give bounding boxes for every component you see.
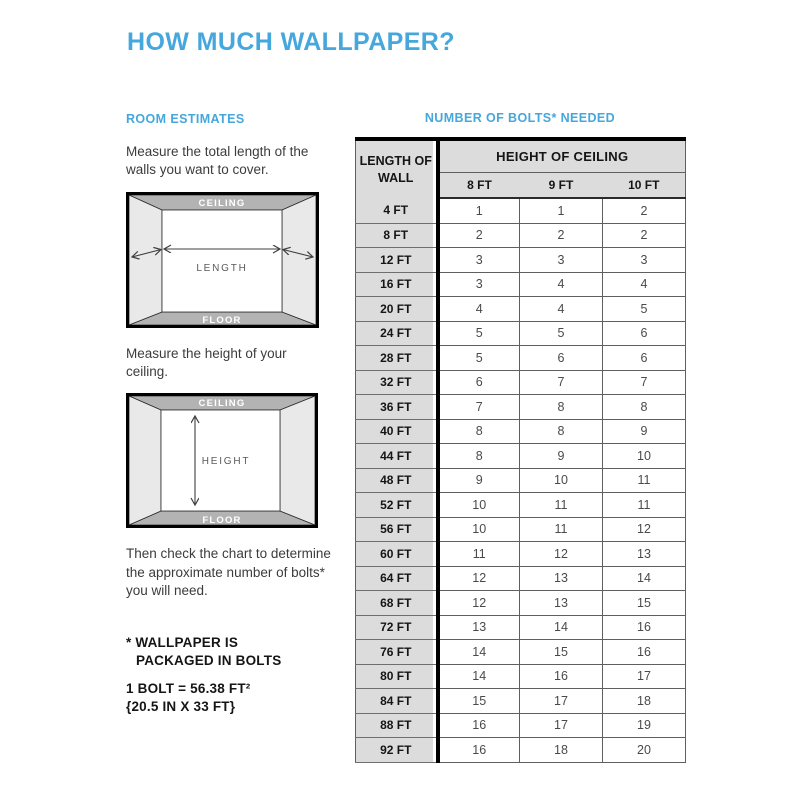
wall-length-cell: 32 FT: [356, 370, 438, 395]
bolts-value-cell: 16: [438, 713, 520, 738]
bolts-value-cell: 4: [603, 272, 686, 297]
bolts-value-cell: 17: [520, 713, 603, 738]
bolts-value-cell: 11: [520, 493, 603, 518]
left-wall-panel: [129, 396, 161, 525]
bolts-value-cell: 18: [603, 689, 686, 714]
bolts-value-cell: 7: [520, 370, 603, 395]
bolts-value-cell: 2: [603, 223, 686, 248]
bolts-value-cell: 5: [603, 297, 686, 322]
table-row: [356, 468, 686, 493]
step-3-text: Then check the chart to determine the approximate number of bolts* you will need.: [126, 546, 331, 599]
bolts-value-cell: 20: [603, 738, 686, 763]
wall-length-cell: 88 FT: [356, 713, 438, 738]
wall-length-cell: 76 FT: [356, 640, 438, 665]
bolts-value-cell: 15: [438, 689, 520, 714]
table-row: [356, 517, 686, 542]
bolts-value-cell: 2: [438, 223, 520, 248]
wall-length-header: LENGTH OF WALL: [356, 139, 438, 198]
bolts-value-cell: 5: [438, 321, 520, 346]
bolts-value-cell: 16: [438, 738, 520, 763]
floor-label: FLOOR: [202, 515, 242, 527]
bolts-value-cell: 14: [603, 566, 686, 591]
bolts-value-cell: 3: [603, 248, 686, 273]
bolts-value-cell: 3: [438, 272, 520, 297]
bolts-value-cell: 16: [603, 640, 686, 665]
bolts-value-cell: 8: [438, 444, 520, 469]
bolts-value-cell: 5: [520, 321, 603, 346]
wall-length-cell: 8 FT: [356, 223, 438, 248]
wall-length-cell: 40 FT: [356, 419, 438, 444]
back-wall-panel: [162, 210, 282, 312]
height-label: HEIGHT: [201, 456, 251, 468]
table-row: [356, 346, 686, 371]
bolts-table-heading: NUMBER OF BOLTS* NEEDED: [424, 111, 616, 125]
table-row: [356, 223, 686, 248]
wall-length-cell: 48 FT: [356, 468, 438, 493]
wall-length-cell: 52 FT: [356, 493, 438, 518]
bolts-value-cell: 7: [438, 395, 520, 420]
bolts-value-cell: 6: [520, 346, 603, 371]
wall-length-cell: 24 FT: [356, 321, 438, 346]
room-length-diagram: [126, 192, 319, 328]
bolts-value-cell: 9: [438, 468, 520, 493]
length-label: LENGTH: [196, 262, 248, 274]
column-header-8ft: 8 FT: [438, 173, 520, 199]
bolts-value-cell: 13: [438, 615, 520, 640]
bolts-value-cell: 13: [603, 542, 686, 567]
bolts-value-cell: 19: [603, 713, 686, 738]
column-header-10ft: 10 FT: [603, 173, 686, 199]
bolts-value-cell: 12: [438, 591, 520, 616]
ceiling-height-header: HEIGHT OF CEILING: [438, 139, 686, 173]
bolts-value-cell: 4: [520, 297, 603, 322]
bolts-value-cell: 11: [603, 468, 686, 493]
bolts-value-cell: 17: [603, 664, 686, 689]
wall-length-cell: 92 FT: [356, 738, 438, 763]
bolts-value-cell: 4: [438, 297, 520, 322]
bolts-value-cell: 18: [520, 738, 603, 763]
page-title: HOW MUCH WALLPAPER?: [127, 28, 455, 56]
bolts-value-cell: 13: [520, 591, 603, 616]
wall-length-cell: 72 FT: [356, 615, 438, 640]
wall-length-cell: 68 FT: [356, 591, 438, 616]
bolts-value-cell: 2: [520, 223, 603, 248]
bolts-value-cell: 12: [438, 566, 520, 591]
bolts-value-cell: 8: [438, 419, 520, 444]
bolts-value-cell: 6: [438, 370, 520, 395]
bolts-value-cell: 8: [520, 419, 603, 444]
bolts-value-cell: 3: [438, 248, 520, 273]
wall-length-cell: 4 FT: [356, 198, 438, 223]
table-row: [356, 272, 686, 297]
table-row: [356, 640, 686, 665]
bolts-value-cell: 9: [603, 419, 686, 444]
bolts-value-cell: 11: [520, 517, 603, 542]
right-wall-panel: [280, 396, 315, 525]
wall-length-cell: 20 FT: [356, 297, 438, 322]
bolts-value-cell: 1: [520, 198, 603, 223]
column-header-9ft: 9 FT: [520, 173, 603, 199]
table-row: [356, 198, 686, 223]
bolts-value-cell: 12: [520, 542, 603, 567]
bolts-value-cell: 15: [603, 591, 686, 616]
wall-length-cell: 64 FT: [356, 566, 438, 591]
wall-length-cell: 28 FT: [356, 346, 438, 371]
bolts-value-cell: 1: [438, 198, 520, 223]
step-1-text: Measure the total length of the walls you want to cover.: [126, 144, 309, 178]
bolts-value-cell: 10: [438, 517, 520, 542]
bolts-value-cell: 17: [520, 689, 603, 714]
bolts-value-cell: 11: [603, 493, 686, 518]
right-wall-panel: [282, 195, 316, 325]
bolts-value-cell: 8: [520, 395, 603, 420]
table-row: [356, 297, 686, 322]
table-row: [356, 444, 686, 469]
wall-length-cell: 44 FT: [356, 444, 438, 469]
bolts-value-cell: 5: [438, 346, 520, 371]
room-height-diagram: [126, 393, 318, 528]
bolts-table-header: [356, 139, 686, 198]
bolts-value-cell: 10: [438, 493, 520, 518]
wall-length-cell: 84 FT: [356, 689, 438, 714]
bolts-table-body: [356, 198, 686, 762]
table-row: [356, 493, 686, 518]
table-row: [356, 713, 686, 738]
left-wall-panel: [129, 195, 162, 325]
wallpaper-bolts-footnote: [126, 634, 338, 672]
bolts-value-cell: 14: [520, 615, 603, 640]
bolts-value-cell: 3: [520, 248, 603, 273]
bolts-value-cell: 11: [438, 542, 520, 567]
bolts-value-cell: 12: [603, 517, 686, 542]
table-row: [356, 566, 686, 591]
table-row: [356, 419, 686, 444]
bolts-value-cell: 10: [520, 468, 603, 493]
bolts-value-cell: 14: [438, 640, 520, 665]
wall-length-cell: 36 FT: [356, 395, 438, 420]
bolts-value-cell: 8: [603, 395, 686, 420]
bolt-size-line-2: {20.5 IN X 33 FT}: [126, 699, 236, 715]
table-row: [356, 542, 686, 567]
step-2-text: Measure the height of your ceiling.: [126, 345, 287, 380]
bolt-size-line-1: 1 BOLT = 56.38 FT²: [126, 681, 251, 697]
table-row: [356, 321, 686, 346]
wall-length-cell: 12 FT: [356, 248, 438, 273]
ceiling-label: CEILING: [198, 197, 246, 209]
bolt-size-note: [126, 680, 338, 716]
table-row: [356, 689, 686, 714]
table-row: [356, 395, 686, 420]
bolts-value-cell: 6: [603, 321, 686, 346]
table-row: [356, 248, 686, 273]
bolts-value-cell: 15: [520, 640, 603, 665]
bolts-value-cell: 13: [520, 566, 603, 591]
table-row: [356, 664, 686, 689]
table-row: [356, 591, 686, 616]
footnote-line-2: PACKAGED IN BOLTS: [136, 653, 282, 669]
wall-length-cell: 80 FT: [356, 664, 438, 689]
table-row: [356, 370, 686, 395]
wall-length-cell: 16 FT: [356, 272, 438, 297]
bolts-value-cell: 6: [603, 346, 686, 371]
wall-length-cell: 56 FT: [356, 517, 438, 542]
wall-length-cell: 60 FT: [356, 542, 438, 567]
bolts-value-cell: 7: [603, 370, 686, 395]
room-estimates-heading: ROOM ESTIMATES: [126, 112, 245, 126]
room-estimates-section: [126, 112, 338, 716]
bolts-value-cell: 2: [603, 198, 686, 223]
table-row: [356, 615, 686, 640]
bolts-value-cell: 4: [520, 272, 603, 297]
floor-label: FLOOR: [202, 314, 242, 326]
bolts-value-cell: 10: [603, 444, 686, 469]
bolts-value-cell: 16: [603, 615, 686, 640]
table-row: [356, 738, 686, 763]
bolts-value-cell: 16: [520, 664, 603, 689]
footnote-line-1: * WALLPAPER IS: [126, 634, 239, 650]
bolts-table: [355, 137, 686, 763]
bolts-value-cell: 9: [520, 444, 603, 469]
bolts-value-cell: 14: [438, 664, 520, 689]
ceiling-label: CEILING: [198, 398, 246, 410]
